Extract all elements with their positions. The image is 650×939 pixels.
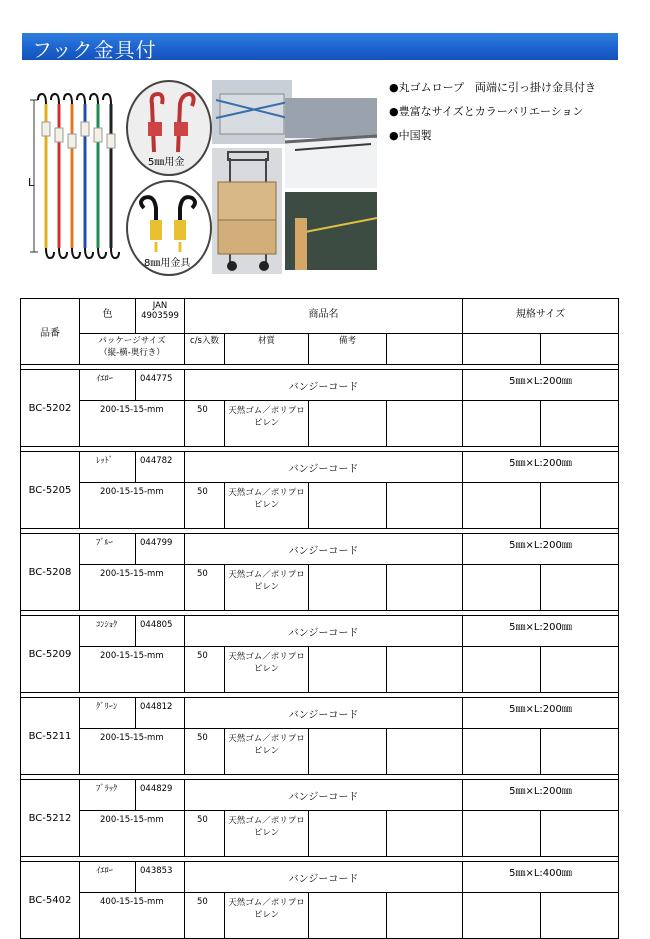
product-material: 天然ゴム／ポリプロピレン [225,729,309,775]
cart-illustration [212,148,282,274]
cord-tag [81,122,89,136]
photo-usage-balcony [285,98,377,188]
product-name: バンジーコード [185,780,463,811]
product-jan: 044782 [136,452,185,483]
product-note [309,401,387,447]
cell-blank [387,647,463,693]
cord-hook-top [64,94,72,104]
product-cs: 50 [185,729,225,775]
cell-blank [463,565,541,611]
product-pkg: 200-15-15-mm [80,483,185,529]
cell-blank [387,893,463,939]
product-cs: 50 [185,483,225,529]
product-spec: 5㎜×L:400㎜ [463,862,619,893]
header-material: 材質 [225,334,309,365]
title-bar [22,33,618,60]
header-blank [387,334,463,365]
cell-blank [463,893,541,939]
header-blank [463,334,541,365]
header-hinban: 品番 [21,299,80,365]
header-cs: c/s入数 [185,334,225,365]
product-note [309,483,387,529]
product-code: BC-5212 [21,780,80,857]
cell-blank [541,401,619,447]
header-blank [541,334,619,365]
feature-3: ●中国製 [389,129,432,142]
spec-table [20,298,619,939]
product-spec: 5㎜×L:200㎜ [463,452,619,483]
product-name: バンジーコード [185,616,463,647]
product-cs: 50 [185,401,225,447]
product-note [309,647,387,693]
product-row [21,616,619,647]
product-color: ｲｴﾛｰ [80,370,136,401]
cell-blank [541,811,619,857]
product-material: 天然ゴム／ポリプロピレン [225,647,309,693]
product-name: バンジーコード [185,862,463,893]
cell-blank [541,483,619,529]
product-spec: 5㎜×L:200㎜ [463,780,619,811]
label-5mm: 5㎜用金 [148,157,185,168]
product-detail-row [21,893,619,939]
cord-hook-bottom [59,248,67,258]
product-material: 天然ゴム／ポリプロピレン [225,565,309,611]
product-cs: 50 [185,565,225,611]
product-jan: 044829 [136,780,185,811]
product-row [21,698,619,729]
feature-2: ●豊富なサイズとカラーバリエーション [389,105,584,118]
header-note: 備考 [309,334,387,365]
cord-hook-bottom [85,248,93,258]
product-code: BC-5402 [21,862,80,939]
cell-blank [387,729,463,775]
cord-tag [107,134,115,148]
product-code: BC-5202 [21,370,80,447]
cell-blank [541,565,619,611]
cell-blank [541,893,619,939]
product-detail-row [21,401,619,447]
cell-blank [387,483,463,529]
product-jan: 044805 [136,616,185,647]
page-title: フック金具付 [32,38,157,62]
header-name: 商品名 [185,299,463,334]
cord-tag [68,134,76,148]
cord-tag [42,122,50,136]
product-material: 天然ゴム／ポリプロピレン [225,893,309,939]
product-spec: 5㎜×L:200㎜ [463,698,619,729]
cord-hook-bottom [98,248,106,258]
cords-illustration [24,82,128,272]
cord-hook-top [103,94,111,104]
product-code: BC-5208 [21,534,80,611]
cell-blank [541,647,619,693]
product-name: バンジーコード [185,534,463,565]
cell-blank [387,565,463,611]
product-color: ｸﾞﾘｰﾝ [80,698,136,729]
product-cs: 50 [185,647,225,693]
cord-hook-top [38,94,46,104]
cord-hook-top [90,94,98,104]
product-color: ﾌﾞﾙｰ [80,534,136,565]
product-material: 天然ゴム／ポリプロピレン [225,483,309,529]
hook-5mm-illustration [128,82,210,174]
product-pkg: 200-15-15-mm [80,647,185,693]
cell-blank [463,647,541,693]
cell-blank [463,729,541,775]
product-jan: 044775 [136,370,185,401]
photo-5mm-hook [126,80,212,176]
product-material: 天然ゴム／ポリプロピレン [225,401,309,447]
product-cs: 50 [185,893,225,939]
balcony-illustration [285,98,377,188]
product-spec: 5㎜×L:200㎜ [463,370,619,401]
product-jan: 043853 [136,862,185,893]
product-row [21,862,619,893]
header-size: 規格サイズ [463,299,619,334]
product-color: ｲｴﾛｰ [80,862,136,893]
bag-illustration [212,80,292,144]
product-pkg: 200-15-15-mm [80,401,185,447]
product-note [309,893,387,939]
product-code: BC-5209 [21,616,80,693]
photo-usage-bag [212,80,292,144]
product-code: BC-5211 [21,698,80,775]
product-spec: 5㎜×L:200㎜ [463,534,619,565]
product-name: バンジーコード [185,370,463,401]
product-jan: 044799 [136,534,185,565]
hook-8mm-illustration [128,182,210,274]
photo-8mm-hook [126,180,212,276]
product-row [21,534,619,565]
product-color: ﾚｯﾄﾞ [80,452,136,483]
product-pkg: 400-15-15-mm [80,893,185,939]
product-detail-row [21,647,619,693]
product-row [21,452,619,483]
cell-blank [541,729,619,775]
cord-hook-top [77,94,85,104]
header-jan: JAN 4903599 [136,299,185,334]
feature-1: ●丸ゴムロープ 両端に引っ掛け金具付き [389,81,597,94]
product-color: ﾌﾞﾗｯｸ [80,780,136,811]
cell-blank [387,401,463,447]
product-detail-row [21,811,619,857]
product-cs: 50 [185,811,225,857]
cord-hook-bottom [46,248,54,258]
label-8mm: 8㎜用金具 [144,258,191,269]
cord-tag [55,128,63,142]
product-note [309,729,387,775]
net-illustration [285,192,377,270]
cell-blank [463,483,541,529]
dim-label: L [28,176,35,189]
product-name: バンジーコード [185,698,463,729]
cell-blank [463,811,541,857]
cord-hook-bottom [72,248,80,258]
product-note [309,811,387,857]
cord-hook-top [51,94,59,104]
header-pkg: パッケージサイズ （縦-横-奥行き） [80,334,185,365]
product-name: バンジーコード [185,452,463,483]
product-pkg: 200-15-15-mm [80,565,185,611]
product-pkg: 200-15-15-mm [80,729,185,775]
product-row [21,370,619,401]
cord-tag [94,128,102,142]
product-spec: 5㎜×L:200㎜ [463,616,619,647]
photo-usage-net [285,192,377,270]
product-material: 天然ゴム／ポリプロピレン [225,811,309,857]
cord-hook-bottom [111,248,119,258]
product-detail-row [21,565,619,611]
cell-blank [387,811,463,857]
product-jan: 044812 [136,698,185,729]
cell-blank [463,401,541,447]
product-pkg: 200-15-15-mm [80,811,185,857]
product-detail-row [21,729,619,775]
photo-usage-cart [212,148,282,274]
product-color: ｺﾝｼｮｸ [80,616,136,647]
product-note [309,565,387,611]
header-color: 色 [80,299,136,334]
product-row [21,780,619,811]
product-photo-cords [24,82,128,272]
product-code: BC-5205 [21,452,80,529]
product-detail-row [21,483,619,529]
